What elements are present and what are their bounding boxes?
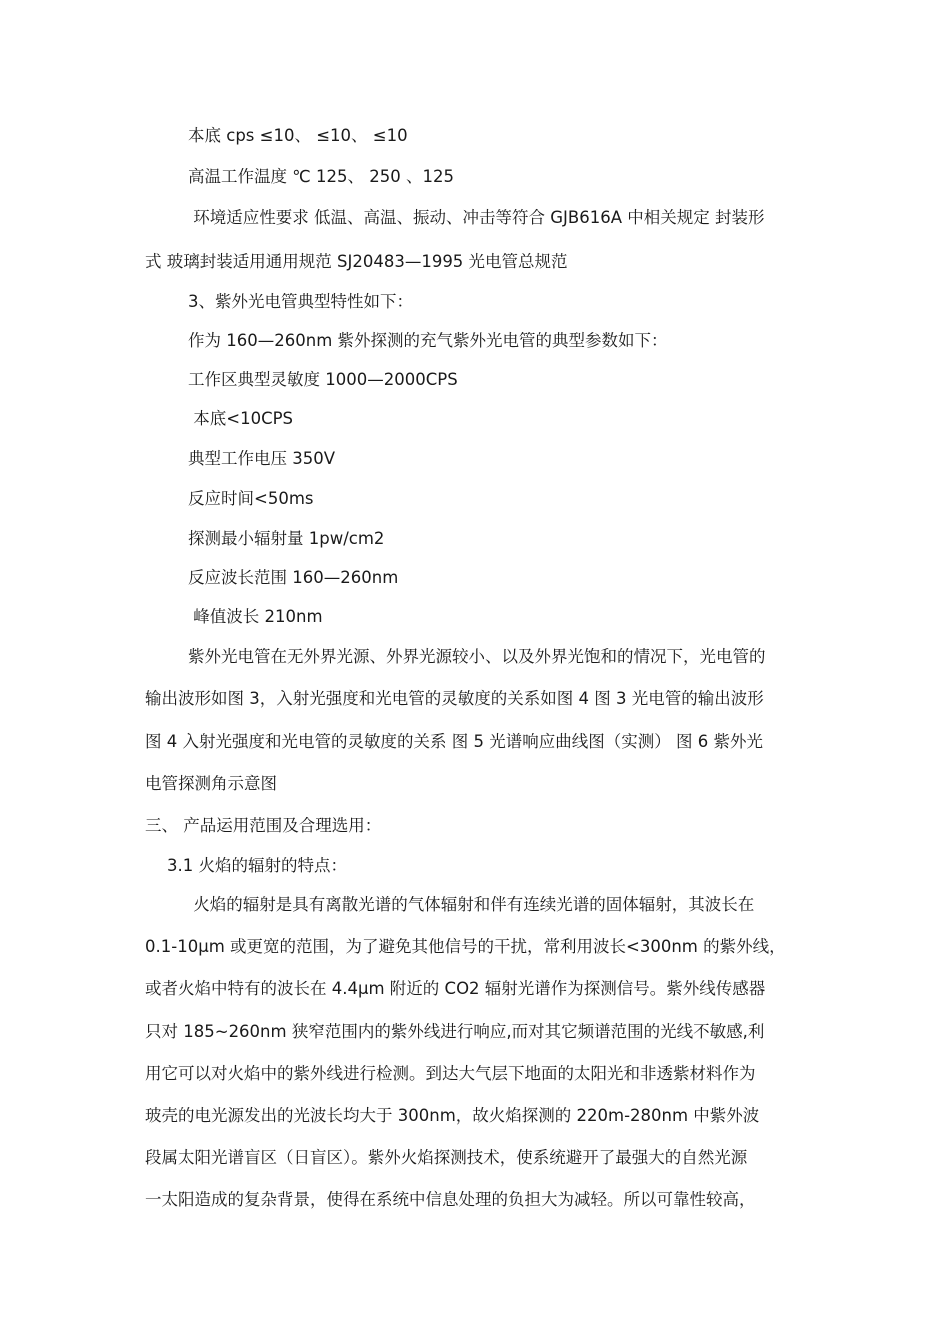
- text-line: 本底<10CPS: [188, 409, 294, 428]
- text-line: 作为 160—260nm 紫外探测的充气紫外光电管的典型参数如下：: [188, 331, 668, 350]
- text-line: 火焰的辐射是具有离散光谱的气体辐射和伴有连续光谱的固体辐射，其波长在: [188, 895, 755, 914]
- text-line: 式 玻璃封装适用通用规范 SJ20483—1995 光电管总规范: [145, 252, 568, 271]
- section-heading: 三、 产品运用范围及合理选用：: [145, 816, 382, 835]
- text-line: 紫外光电管在无外界光源、外界光源较小、以及外界光饱和的情况下，光电管的: [188, 647, 766, 666]
- text-line: 输出波形如图 3，入射光强度和光电管的灵敏度的关系如图 4 图 3 光电管的输出波形: [145, 689, 764, 708]
- text-line: 本底 cps ≤10、 ≤10、 ≤10: [188, 126, 408, 145]
- text-line: 一太阳造成的复杂背景，使得在系统中信息处理的负担大为减轻。所以可靠性较高，: [145, 1190, 756, 1209]
- subsection-heading: 3.1 火焰的辐射的特点：: [167, 856, 347, 875]
- text-line: 玻壳的电光源发出的光波长均大于 300nm，故火焰探测的 220m-280nm 中紫外波: [145, 1106, 760, 1125]
- text-line: 用它可以对火焰中的紫外线进行检测。到达大气层下地面的太阳光和非透紫材料作为: [145, 1064, 756, 1083]
- text-line: 典型工作电压 350V: [188, 449, 336, 468]
- text-line: 工作区典型灵敏度 1000—2000CPS: [188, 370, 458, 389]
- text-line: 环境适应性要求 低温、高温、振动、冲击等符合 GJB616A 中相关规定 封装形: [188, 208, 765, 227]
- text-line: 峰值波长 210nm: [188, 607, 323, 626]
- text-line: 高温工作温度 ℃ 125、 250 、125: [188, 167, 454, 186]
- text-line: 反应波长范围 160—260nm: [188, 568, 399, 587]
- text-line: 0.1-10μm 或更宽的范围，为了避免其他信号的干扰，常利用波长<300nm 的紫外线，: [145, 937, 786, 956]
- text-line: 电管探测角示意图: [145, 774, 277, 793]
- text-line: 或者火焰中特有的波长在 4.4μm 附近的 CO2 辐射光谱作为探测信号。紫外线传感器: [145, 979, 766, 998]
- text-line: 反应时间<50ms: [188, 489, 314, 508]
- text-line: 只对 185~260nm 狭窄范围内的紫外线进行响应,而对其它频谱范围的光线不敏感,利: [145, 1022, 765, 1041]
- text-line: 段属太阳光谱盲区（日盲区）。紫外火焰探测技术，使系统避开了最强大的自然光源: [145, 1148, 748, 1167]
- text-line: 探测最小辐射量 1pw/cm2: [188, 529, 385, 548]
- section-heading: 3、紫外光电管典型特性如下：: [188, 292, 413, 311]
- text-line: 图 4 入射光强度和光电管的灵敏度的关系 图 5 光谱响应曲线图（实测） 图 6 紫外光: [145, 732, 763, 751]
